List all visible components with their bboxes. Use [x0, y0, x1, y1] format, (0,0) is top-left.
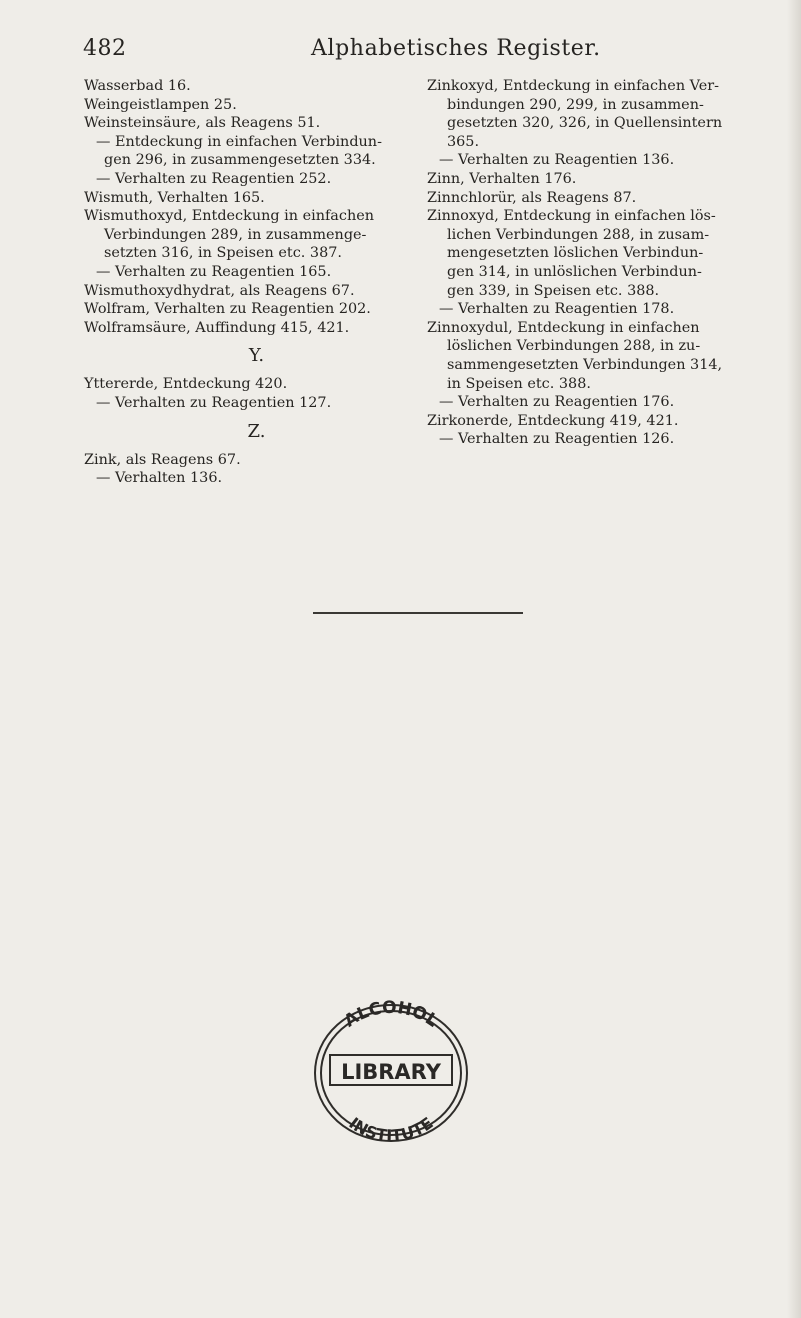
- running-title: Alphabetisches Register.: [311, 36, 601, 61]
- index-entry: Zinn, Verhalten 176.: [427, 170, 577, 187]
- index-entry: Weingeistlampen 25.: [84, 96, 237, 113]
- left-column: [84, 77, 429, 488]
- index-subentry: — Verhalten zu Reagentien 136.: [439, 152, 675, 169]
- index-entry-continuation: gen 296, in zusammengesetzten 334.: [104, 152, 376, 169]
- stamp-ring-bottom-text: INSTITUTE: [345, 1113, 437, 1145]
- right-column: [427, 77, 772, 449]
- end-rule: [313, 612, 523, 614]
- index-subentry: — Verhalten zu Reagentien 176.: [439, 394, 675, 411]
- index-subentry: — Verhalten zu Reagentien 127.: [96, 394, 332, 411]
- stamp-ring-top-text: ALCOHOL: [340, 997, 442, 1032]
- index-entry: Weinsteinsäure, als Reagens 51.: [84, 115, 321, 132]
- index-entry: Zirkonerde, Entdeckung 419, 421.: [427, 412, 679, 429]
- index-entry: Wismuthoxyd, Entdeckung in einfachen: [84, 208, 374, 225]
- index-entry-continuation: gen 314, in unlöslichen Verbindun-: [447, 263, 702, 280]
- index-entry: Zinnoxyd, Entdeckung in einfachen lös-: [427, 208, 716, 225]
- index-entry-continuation: löslichen Verbindungen 288, in zu-: [447, 338, 701, 355]
- index-entry-continuation: bindungen 290, 299, in zusammen-: [447, 96, 704, 113]
- index-entry-continuation: in Speisen etc. 388.: [447, 375, 591, 392]
- section-letter-z: Z.: [247, 420, 266, 442]
- svg-text:ALCOHOL: [341, 998, 442, 1032]
- index-subentry: — Entdeckung in einfachen Verbindun-: [96, 133, 382, 150]
- library-stamp: [306, 995, 476, 1145]
- index-entry: Zink, als Reagens 67.: [84, 451, 241, 468]
- page-header: [83, 36, 723, 70]
- index-subentry: — Verhalten zu Reagentien 178.: [439, 301, 675, 318]
- index-entry: Zinnoxydul, Entdeckung in einfachen: [427, 319, 700, 336]
- index-entry: Zinnchlorür, als Reagens 87.: [427, 189, 637, 206]
- index-entry-continuation: setzten 316, in Speisen etc. 387.: [104, 245, 342, 262]
- index-subentry: — Verhalten zu Reagentien 165.: [96, 263, 332, 280]
- index-subentry: — Verhalten zu Reagentien 252.: [96, 170, 332, 187]
- index-entry-continuation: sammengesetzten Verbindungen 314,: [447, 356, 723, 373]
- page-number: 482: [83, 36, 127, 61]
- index-entry: Wismuthoxydhydrat, als Reagens 67.: [84, 282, 355, 299]
- index-entry-continuation: lichen Verbindungen 288, in zusam-: [447, 226, 710, 243]
- index-entry-continuation: mengesetzten löslichen Verbindun-: [447, 245, 704, 262]
- index-entry-continuation: gesetzten 320, 326, in Quellensintern: [447, 115, 723, 132]
- index-entry: Wolframsäure, Auffindung 415, 421.: [84, 319, 350, 336]
- index-entry-continuation: gen 339, in Speisen etc. 388.: [447, 282, 660, 299]
- index-entry: Wismuth, Verhalten 165.: [84, 189, 265, 206]
- index-entry: Wasserbad 16.: [84, 78, 191, 94]
- index-entry: Yttererde, Entdeckung 420.: [84, 376, 288, 393]
- svg-text:INSTITUTE: [345, 1113, 436, 1145]
- section-letter-y: Y.: [248, 345, 265, 367]
- index-entry: Wolfram, Verhalten zu Reagentien 202.: [84, 301, 371, 318]
- index-subentry: — Verhalten 136.: [96, 470, 223, 487]
- index-entry: Zinkoxyd, Entdeckung in einfachen Ver-: [427, 78, 719, 94]
- index-entry-continuation: 365.: [447, 133, 480, 150]
- page-edge-shadow: [787, 0, 801, 1318]
- index-entry-continuation: Verbindungen 289, in zusammenge-: [104, 226, 367, 243]
- stamp-center-text: LIBRARY: [341, 1060, 441, 1084]
- index-subentry: — Verhalten zu Reagentien 126.: [439, 431, 675, 448]
